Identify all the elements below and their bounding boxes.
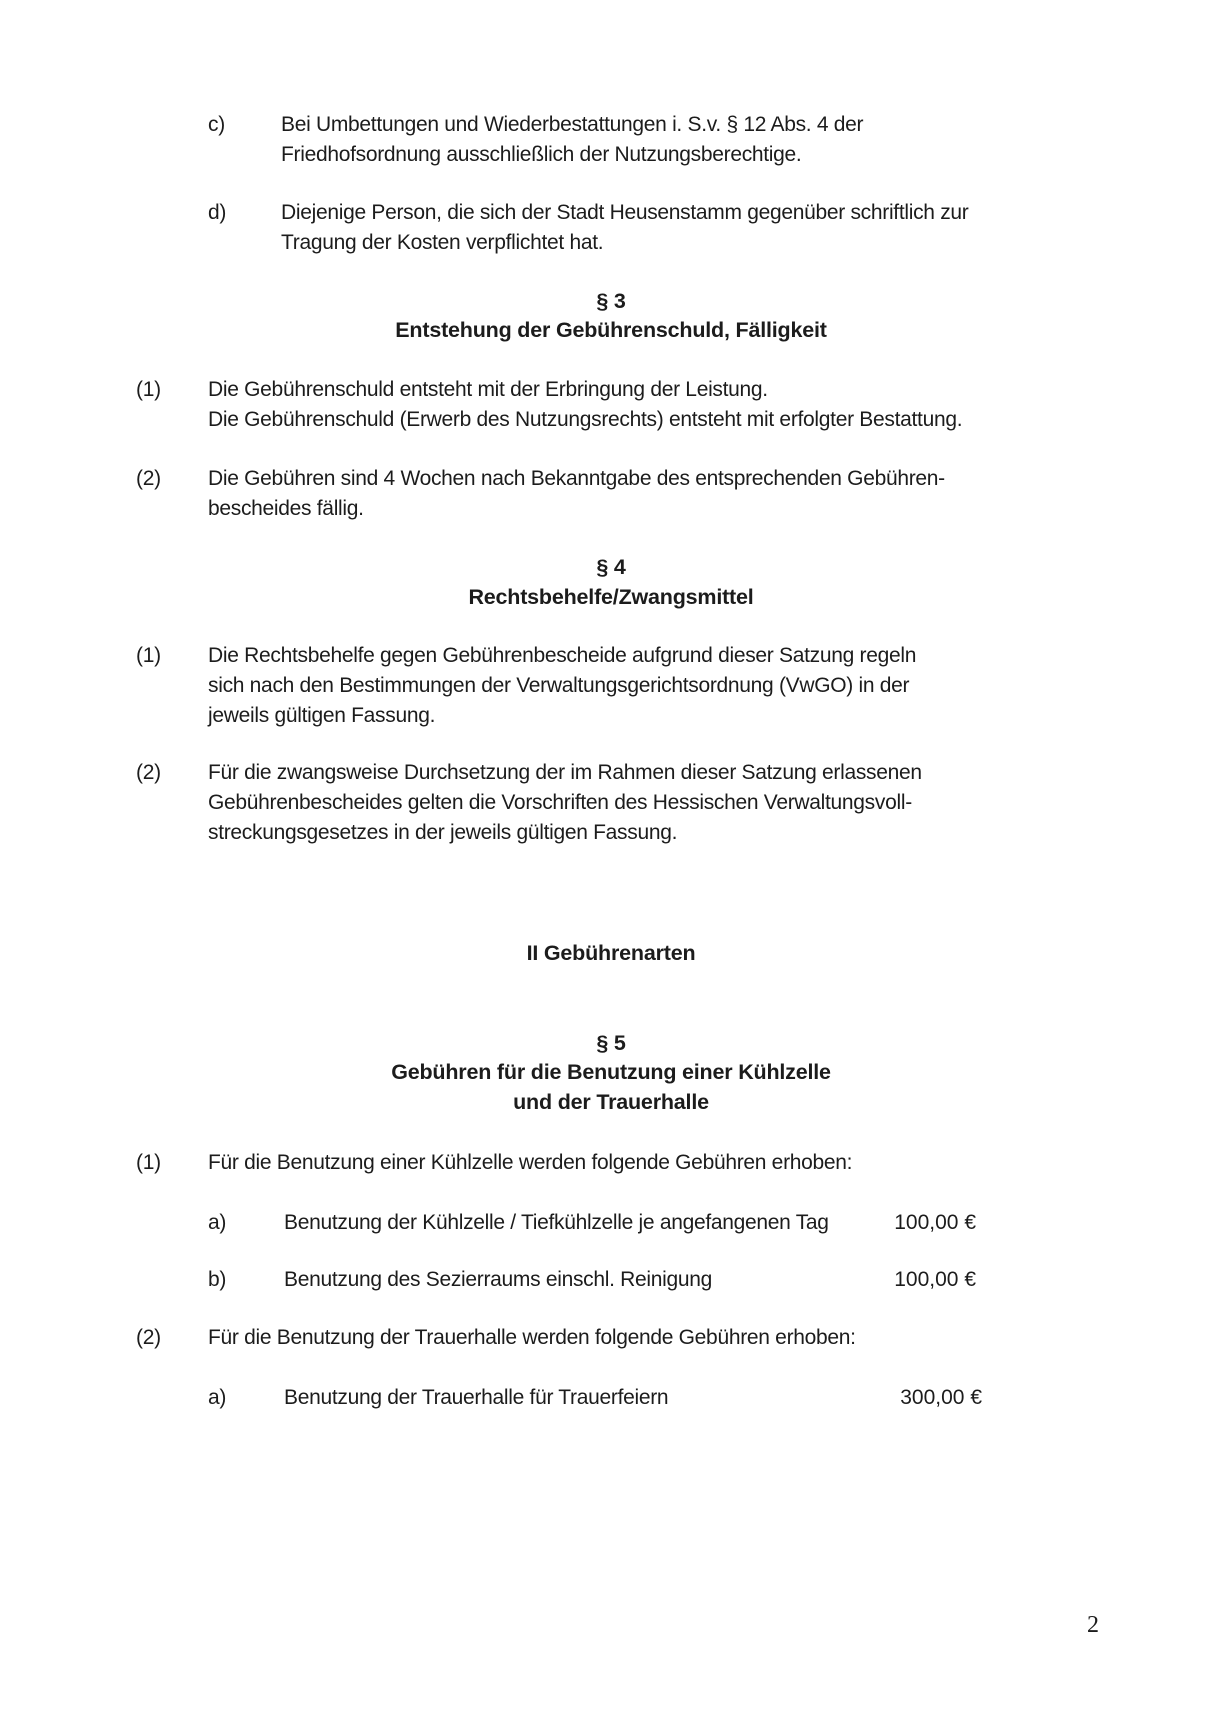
fee-item-label-a: a) (208, 1386, 227, 1409)
s4-para-1-line-2: sich nach den Bestimmungen der Verwaltungsgerichtsordnung (VwGO) in der (208, 674, 910, 697)
section-4-number: § 4 (596, 555, 626, 579)
fee-item-label-a: a) (208, 1211, 227, 1234)
fee-item-amount: 100,00 € (894, 1268, 976, 1291)
s3-para-1-line-2: Die Gebührenschuld (Erwerb des Nutzungsrechts) entsteht mit erfolgter Bestattung. (208, 408, 963, 431)
s5-para-1-label: (1) (136, 1151, 161, 1174)
s5-para-2-label: (2) (136, 1326, 161, 1349)
section-5-title-line-1: Gebühren für die Benutzung einer Kühlzelle (391, 1060, 831, 1084)
item-d-line-2: Tragung der Kosten verpflichtet hat. (281, 231, 604, 254)
s3-para-2-label: (2) (136, 467, 161, 490)
s3-para-2-line-2: bescheides fällig. (208, 497, 364, 520)
s4-para-2-label: (2) (136, 761, 161, 784)
s4-para-2-line-1: Für die zwangsweise Durchsetzung der im Rahmen dieser Satzung erlassenen (208, 761, 922, 784)
item-c-line-2: Friedhofsordnung ausschließlich der Nutzungsberechtige. (281, 143, 802, 166)
fee-item-amount: 100,00 € (894, 1211, 976, 1234)
s4-para-1-line-1: Die Rechtsbehelfe gegen Gebührenbescheide aufgrund dieser Satzung regeln (208, 644, 917, 667)
s3-para-2-line-1: Die Gebühren sind 4 Wochen nach Bekanntgabe des entsprechenden Gebühren- (208, 467, 945, 490)
fee-item-text: Benutzung der Kühlzelle / Tiefkühlzelle je angefangenen Tag (284, 1211, 829, 1234)
s4-para-1-label: (1) (136, 644, 161, 667)
s5-para-2-text: Für die Benutzung der Trauerhalle werden folgende Gebühren erhoben: (208, 1326, 856, 1349)
s3-para-1-line-1: Die Gebührenschuld entsteht mit der Erbringung der Leistung. (208, 378, 768, 401)
item-label-d: d) (208, 201, 227, 224)
s4-para-2-line-3: streckungsgesetzes in der jeweils gültigen Fassung. (208, 821, 678, 844)
fee-item-amount: 300,00 € (900, 1386, 982, 1409)
section-5-title-line-2: und der Trauerhalle (513, 1090, 709, 1114)
s5-para-1-text: Für die Benutzung einer Kühlzelle werden folgende Gebühren erhoben: (208, 1151, 853, 1174)
section-3-title: Entstehung der Gebührenschuld, Fälligkeit (395, 318, 827, 342)
item-label-c: c) (208, 113, 225, 136)
item-d-line-1: Diejenige Person, die sich der Stadt Heusenstamm gegenüber schriftlich zur (281, 201, 969, 224)
fee-item-label-b: b) (208, 1268, 227, 1291)
section-5-number: § 5 (596, 1031, 626, 1055)
s3-para-1-label: (1) (136, 378, 161, 401)
s4-para-1-line-3: jeweils gültigen Fassung. (208, 704, 436, 727)
item-c-line-1: Bei Umbettungen und Wiederbestattungen i. S.v. § 12 Abs. 4 der (281, 113, 864, 136)
fee-item-text: Benutzung des Sezierraums einschl. Reinigung (284, 1268, 713, 1291)
fee-item-text: Benutzung der Trauerhalle für Trauerfeiern (284, 1386, 669, 1409)
s4-para-2-line-2: Gebührenbescheides gelten die Vorschriften des Hessischen Verwaltungsvoll- (208, 791, 912, 814)
part-2-title: II Gebührenarten (526, 941, 696, 965)
section-3-number: § 3 (596, 289, 626, 313)
page-number: 2 (1087, 1612, 1099, 1638)
section-4-title: Rechtsbehelfe/Zwangsmittel (468, 585, 754, 609)
